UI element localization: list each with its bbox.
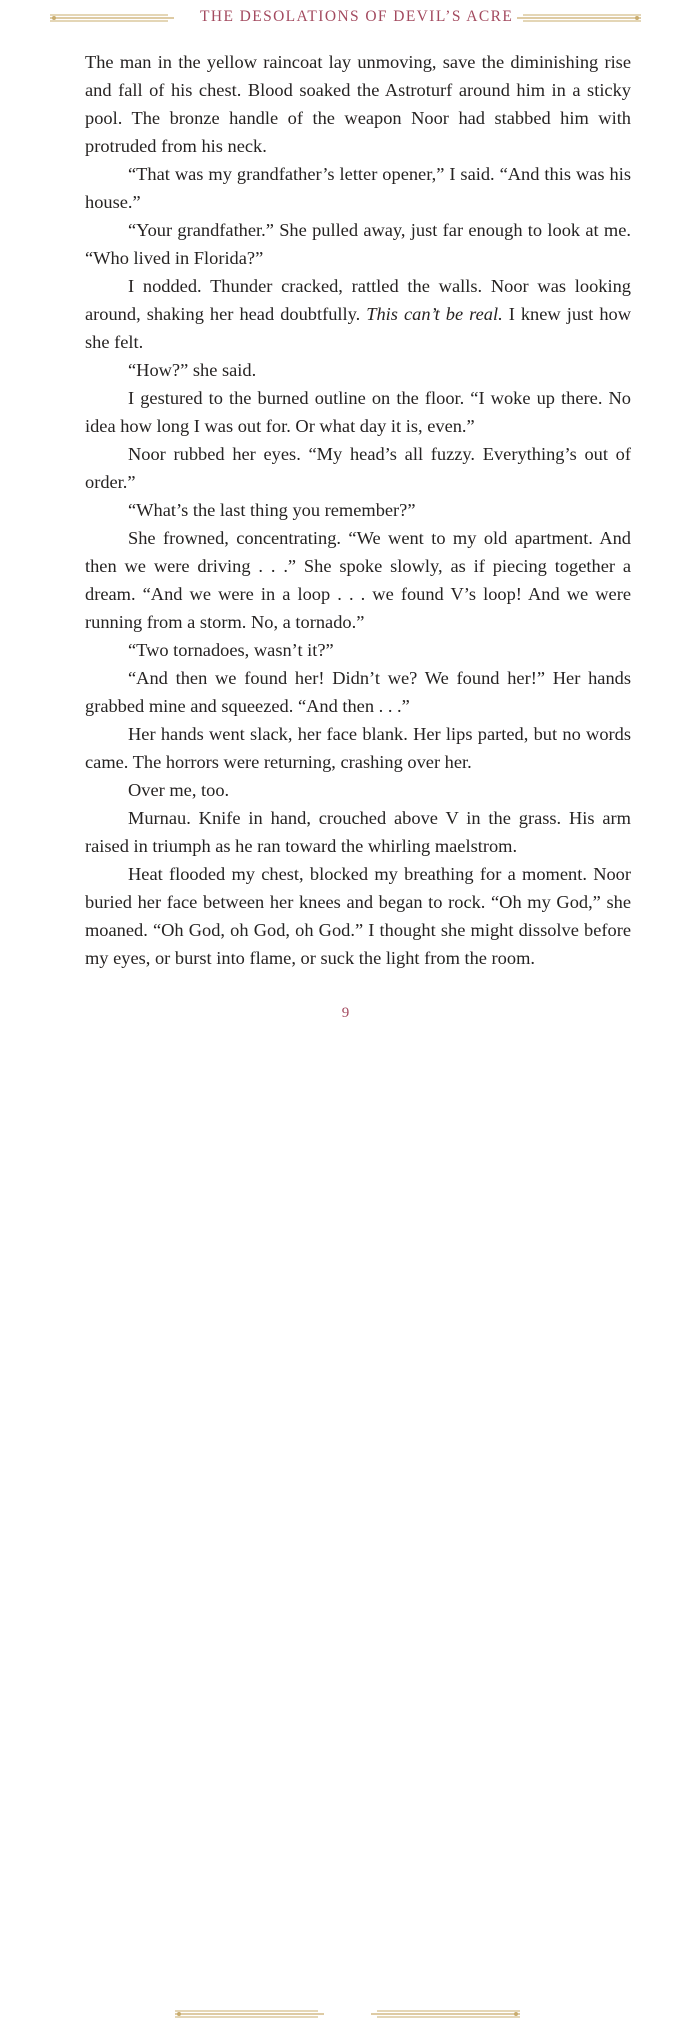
paragraph: “Your grandfather.” She pulled away, just far enough to look at me. “Who lived in Florida?” <box>85 220 631 268</box>
paragraph: “How?” she said. <box>128 360 257 380</box>
chapter-body-text <box>85 48 631 972</box>
paragraph: “And then we found her! Didn’t we? We found her!” Her hands grabbed mine and squeezed. “And then . . .” <box>85 668 631 716</box>
paragraph: Heat flooded my chest, blocked my breathing for a moment. Noor buried her face between her knees and began to rock. “Oh my God,” she moaned. “Oh God, oh God, oh God.” I thought she might dissolve before my eyes, or burst into flame, or suck the light from the room. <box>85 864 631 968</box>
paragraph-text: I nodded. Thunder cracked, rattled the walls. Noor was looking around, shaking her head doubtfully. <box>85 276 631 324</box>
footer-right-ornament-icon <box>370 2008 520 2020</box>
paragraph: “What’s the last thing you remember?” <box>128 500 416 520</box>
paragraph: She frowned, concentrating. “We went to my old apartment. And then we were driving . . .” She spoke slowly, as if piecing together a dream. “And we were in a loop . . . we found V’s loop! And we were running from a storm. No, a tornado.” <box>85 528 631 632</box>
page-footer <box>0 1002 691 1024</box>
paragraph: “Two tornadoes, wasn’t it?” <box>128 640 334 660</box>
paragraph: Noor rubbed her eyes. “My head’s all fuzzy. Everything’s out of order.” <box>85 444 631 492</box>
footer-left-ornament-icon <box>175 2008 325 2020</box>
header-left-ornament-icon <box>50 12 175 24</box>
paragraph: Murnau. Knife in hand, crouched above V in the grass. His arm raised in triumph as he ran toward the whirling maelstrom. <box>85 808 631 856</box>
paragraph: The man in the yellow raincoat lay unmoving, save the diminishing rise and fall of his chest. Blood soaked the Astroturf around him in a sticky pool. The bronze handle of the weapon Noor had stabbed him with protruded from his neck. <box>85 52 631 156</box>
header-right-ornament-icon <box>516 12 641 24</box>
page-header-title: THE DESOLATIONS OF DEVIL’S ACRE <box>200 8 514 25</box>
paragraph-text: I knew just how she felt. <box>85 304 631 352</box>
paragraph: Over me, too. <box>128 780 230 800</box>
paragraph: I gestured to the burned outline on the floor. “I woke up there. No idea how long I was out for. Or what day it is, even.” <box>85 388 631 436</box>
italic-thought: This can’t be real. <box>366 304 503 324</box>
paragraph <box>85 272 631 356</box>
page-number: 9 <box>341 1005 350 1021</box>
running-header <box>0 6 691 28</box>
paragraph: “That was my grandfather’s letter opener,” I said. “And this was his house.” <box>85 164 631 212</box>
paragraph: Her hands went slack, her face blank. Her lips parted, but no words came. The horrors were returning, crashing over her. <box>85 724 631 772</box>
